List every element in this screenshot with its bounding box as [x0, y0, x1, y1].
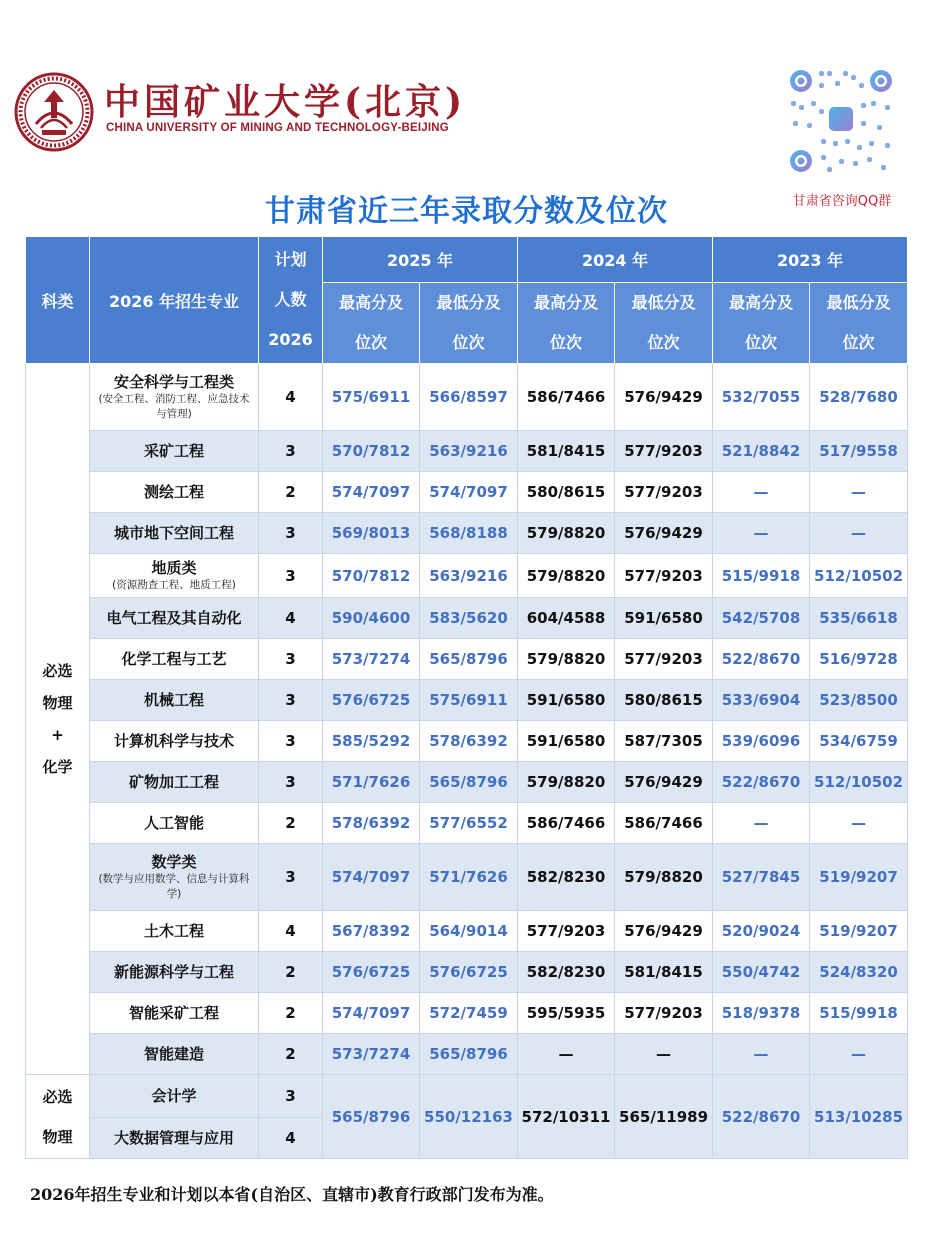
score-rank-cell: 522/8670 — [713, 762, 810, 803]
score-rank-cell: 534/6759 — [810, 721, 908, 762]
plan-count: 4 — [259, 364, 323, 431]
major-cell — [90, 1034, 259, 1075]
score-rank-cell: — — [713, 1034, 810, 1075]
score-rank-cell: 581/8415 — [615, 952, 713, 993]
header-max-2024: 最高分及 位次 — [518, 283, 615, 364]
score-rank-cell: 577/9203 — [518, 911, 615, 952]
table-row — [26, 554, 908, 598]
plan-count: 2 — [259, 993, 323, 1034]
score-rank-cell: 565/11989 — [615, 1075, 713, 1159]
score-rank-cell: 535/6618 — [810, 598, 908, 639]
score-rank-cell: 565/8796 — [420, 762, 518, 803]
score-rank-cell: 573/7274 — [323, 1034, 420, 1075]
major-cell — [90, 1118, 259, 1159]
score-rank-cell: 595/5935 — [518, 993, 615, 1034]
major-name: 大数据管理与应用 — [113, 1129, 234, 1147]
admission-scores-table — [25, 236, 908, 1159]
score-rank-cell: 518/9378 — [713, 993, 810, 1034]
score-rank-cell: 579/8820 — [518, 513, 615, 554]
score-rank-cell: 563/9216 — [420, 554, 518, 598]
score-rank-cell: 586/7466 — [518, 364, 615, 431]
table-row — [26, 762, 908, 803]
score-rank-cell: 550/4742 — [713, 952, 810, 993]
plan-count: 3 — [259, 554, 323, 598]
score-rank-cell: 591/6580 — [518, 680, 615, 721]
major-cell — [90, 431, 259, 472]
score-rank-cell: — — [713, 472, 810, 513]
score-rank-cell: 570/7812 — [323, 431, 420, 472]
plan-count: 2 — [259, 1034, 323, 1075]
score-rank-cell: 563/9216 — [420, 431, 518, 472]
score-rank-cell: — — [810, 472, 908, 513]
footnote: 2026年招生专业和计划以本省(自治区、直辖市)教育行政部门发布为准。 — [30, 1185, 554, 1204]
score-rank-cell: 587/7305 — [615, 721, 713, 762]
major-cell — [90, 844, 259, 911]
major-cell — [90, 513, 259, 554]
score-rank-cell: — — [810, 1034, 908, 1075]
score-rank-cell: — — [713, 513, 810, 554]
score-rank-cell: 591/6580 — [615, 598, 713, 639]
score-rank-cell: 579/8820 — [615, 844, 713, 911]
header-year-2024: 2024 年 — [518, 237, 713, 283]
table-row — [26, 911, 908, 952]
score-rank-cell: 565/8796 — [420, 1034, 518, 1075]
table-row — [26, 721, 908, 762]
score-rank-cell: 572/10311 — [518, 1075, 615, 1159]
score-rank-cell: 571/7626 — [420, 844, 518, 911]
score-rank-cell: — — [615, 1034, 713, 1075]
score-rank-cell: 577/6552 — [420, 803, 518, 844]
major-note: (安全工程、消防工程、应急技术与管理) — [98, 393, 250, 420]
plan-count: 3 — [259, 844, 323, 911]
score-rank-cell: 521/8842 — [713, 431, 810, 472]
score-rank-cell: 576/9429 — [615, 513, 713, 554]
plan-count: 3 — [259, 762, 323, 803]
score-rank-cell: 579/8820 — [518, 762, 615, 803]
score-rank-cell: 576/6725 — [323, 952, 420, 993]
table-row — [26, 1075, 908, 1118]
table-row — [26, 598, 908, 639]
plan-count: 3 — [259, 639, 323, 680]
major-cell — [90, 721, 259, 762]
score-rank-cell: 519/9207 — [810, 911, 908, 952]
score-rank-cell: 585/5292 — [323, 721, 420, 762]
plan-count: 3 — [259, 1075, 323, 1118]
score-rank-cell: 581/8415 — [518, 431, 615, 472]
score-rank-cell: 575/6911 — [323, 364, 420, 431]
table-row — [26, 993, 908, 1034]
table-row — [26, 803, 908, 844]
major-name: 地质类 — [151, 559, 197, 577]
plan-count: 2 — [259, 472, 323, 513]
score-rank-cell: 582/8230 — [518, 952, 615, 993]
score-rank-cell: 570/7812 — [323, 554, 420, 598]
score-rank-cell: 580/8615 — [615, 680, 713, 721]
score-rank-cell: 565/8796 — [323, 1075, 420, 1159]
score-rank-cell: 533/6904 — [713, 680, 810, 721]
score-rank-cell: 578/6392 — [323, 803, 420, 844]
university-seal-logo — [14, 72, 94, 152]
score-rank-cell: — — [713, 803, 810, 844]
score-rank-cell: 512/10502 — [810, 762, 908, 803]
score-rank-cell: — — [518, 1034, 615, 1075]
score-rank-cell: 590/4600 — [323, 598, 420, 639]
header-year-2023: 2023 年 — [713, 237, 908, 283]
university-name-en: CHINA UNIVERSITY OF MINING AND TECHNOLOGY-BEIJING — [106, 122, 449, 134]
major-cell — [90, 911, 259, 952]
major-name: 化学工程与工艺 — [121, 650, 227, 668]
header-min-2023: 最低分及 位次 — [810, 283, 908, 364]
score-rank-cell: 577/9203 — [615, 431, 713, 472]
score-rank-cell: 565/8796 — [420, 639, 518, 680]
table-row — [26, 844, 908, 911]
major-name: 安全科学与工程类 — [113, 373, 234, 391]
score-rank-cell: 573/7274 — [323, 639, 420, 680]
score-rank-cell: — — [810, 513, 908, 554]
score-rank-cell: 572/7459 — [420, 993, 518, 1034]
score-rank-cell: 576/9429 — [615, 364, 713, 431]
score-rank-cell: 577/9203 — [615, 554, 713, 598]
major-note: (数学与应用数学、信息与计算科学) — [98, 873, 250, 900]
score-rank-cell: 527/7845 — [713, 844, 810, 911]
major-name: 机械工程 — [143, 691, 204, 709]
score-rank-cell: 575/6911 — [420, 680, 518, 721]
score-rank-cell: 515/9918 — [713, 554, 810, 598]
score-rank-cell: 519/9207 — [810, 844, 908, 911]
score-rank-cell: 512/10502 — [810, 554, 908, 598]
major-name: 采矿工程 — [143, 442, 204, 460]
table-row — [26, 680, 908, 721]
major-cell — [90, 680, 259, 721]
major-note: (资源勘查工程、地质工程) — [112, 579, 236, 591]
university-name-cn: 中国矿业大学(北京) — [104, 81, 467, 123]
category-physics-chemistry: 必选 物理 + 化学 — [26, 364, 90, 1075]
score-rank-cell: 567/8392 — [323, 911, 420, 952]
score-rank-cell: 523/8500 — [810, 680, 908, 721]
major-name: 计算机科学与技术 — [113, 732, 234, 750]
score-rank-cell: 577/9203 — [615, 472, 713, 513]
header-major: 2026 年招生专业 — [90, 237, 259, 364]
score-rank-cell: 586/7466 — [615, 803, 713, 844]
major-name: 测绘工程 — [143, 483, 204, 501]
major-cell — [90, 598, 259, 639]
major-cell — [90, 639, 259, 680]
plan-count: 3 — [259, 513, 323, 554]
score-rank-cell: 576/9429 — [615, 762, 713, 803]
major-name: 智能采矿工程 — [128, 1004, 219, 1022]
score-rank-cell: 515/9918 — [810, 993, 908, 1034]
plan-count: 3 — [259, 680, 323, 721]
table-row — [26, 431, 908, 472]
score-rank-cell: 574/7097 — [323, 844, 420, 911]
score-rank-cell: 586/7466 — [518, 803, 615, 844]
header-min-2025: 最低分及 位次 — [420, 283, 518, 364]
score-rank-cell: 577/9203 — [615, 639, 713, 680]
score-rank-cell: 522/8670 — [713, 639, 810, 680]
table-row — [26, 1034, 908, 1075]
score-rank-cell: 591/6580 — [518, 721, 615, 762]
table-row — [26, 472, 908, 513]
score-rank-cell: 576/6725 — [420, 952, 518, 993]
table-row — [26, 364, 908, 431]
score-rank-cell: — — [810, 803, 908, 844]
score-rank-cell: 580/8615 — [518, 472, 615, 513]
table-row — [26, 952, 908, 993]
major-name: 会计学 — [151, 1087, 197, 1105]
plan-count: 3 — [259, 431, 323, 472]
plan-count: 2 — [259, 803, 323, 844]
major-cell — [90, 993, 259, 1034]
score-rank-cell: 532/7055 — [713, 364, 810, 431]
header-category: 科类 — [26, 237, 90, 364]
score-rank-cell: 576/6725 — [323, 680, 420, 721]
score-rank-cell: 516/9728 — [810, 639, 908, 680]
header-max-2023: 最高分及 位次 — [713, 283, 810, 364]
major-cell — [90, 472, 259, 513]
header-year-2025: 2025 年 — [323, 237, 518, 283]
score-rank-cell: 539/6096 — [713, 721, 810, 762]
score-rank-cell: 574/7097 — [323, 993, 420, 1034]
score-rank-cell: 566/8597 — [420, 364, 518, 431]
qr-code-label: 甘肃省咨询QQ群 — [792, 194, 892, 209]
score-rank-cell: 571/7626 — [323, 762, 420, 803]
major-cell — [90, 762, 259, 803]
score-rank-cell: 550/12163 — [420, 1075, 518, 1159]
header-min-2024: 最低分及 位次 — [615, 283, 713, 364]
major-name: 矿物加工工程 — [128, 773, 219, 791]
major-name: 人工智能 — [143, 814, 204, 832]
score-rank-cell: 520/9024 — [713, 911, 810, 952]
score-rank-cell: 517/9558 — [810, 431, 908, 472]
major-name: 电气工程及其自动化 — [106, 609, 242, 627]
score-rank-cell: 569/8013 — [323, 513, 420, 554]
score-rank-cell: 582/8230 — [518, 844, 615, 911]
plan-count: 4 — [259, 1118, 323, 1159]
plan-count: 4 — [259, 598, 323, 639]
score-rank-cell: 574/7097 — [420, 472, 518, 513]
major-cell — [90, 1075, 259, 1118]
major-name: 新能源科学与工程 — [113, 963, 234, 981]
plan-count: 2 — [259, 952, 323, 993]
score-rank-cell: 579/8820 — [518, 639, 615, 680]
major-name: 智能建造 — [143, 1045, 204, 1063]
score-rank-cell: 577/9203 — [615, 993, 713, 1034]
table-row — [26, 639, 908, 680]
major-name: 土木工程 — [143, 922, 204, 940]
score-rank-cell: 528/7680 — [810, 364, 908, 431]
score-rank-cell: 513/10285 — [810, 1075, 908, 1159]
score-rank-cell: 576/9429 — [615, 911, 713, 952]
table-row — [26, 513, 908, 554]
score-rank-cell: 524/8320 — [810, 952, 908, 993]
major-name: 数学类 — [151, 853, 197, 871]
score-rank-cell: 522/8670 — [713, 1075, 810, 1159]
score-rank-cell: 574/7097 — [323, 472, 420, 513]
score-rank-cell: 579/8820 — [518, 554, 615, 598]
score-rank-cell: 578/6392 — [420, 721, 518, 762]
qr-code-icon[interactable] — [781, 61, 903, 181]
score-rank-cell: 604/4588 — [518, 598, 615, 639]
plan-count: 4 — [259, 911, 323, 952]
header-max-2025: 最高分及 位次 — [323, 283, 420, 364]
plan-count: 3 — [259, 721, 323, 762]
major-cell — [90, 952, 259, 993]
page-title: 甘肃省近三年录取分数及位次 — [265, 194, 668, 229]
major-cell — [90, 364, 259, 431]
score-rank-cell: 583/5620 — [420, 598, 518, 639]
score-rank-cell: 542/5708 — [713, 598, 810, 639]
score-rank-cell: 568/8188 — [420, 513, 518, 554]
major-cell — [90, 803, 259, 844]
header-plan: 计划 人数 2026 — [259, 237, 323, 364]
major-name: 城市地下空间工程 — [113, 524, 234, 542]
major-cell — [90, 554, 259, 598]
score-rank-cell: 564/9014 — [420, 911, 518, 952]
category-physics: 必选 物理 — [26, 1075, 90, 1159]
